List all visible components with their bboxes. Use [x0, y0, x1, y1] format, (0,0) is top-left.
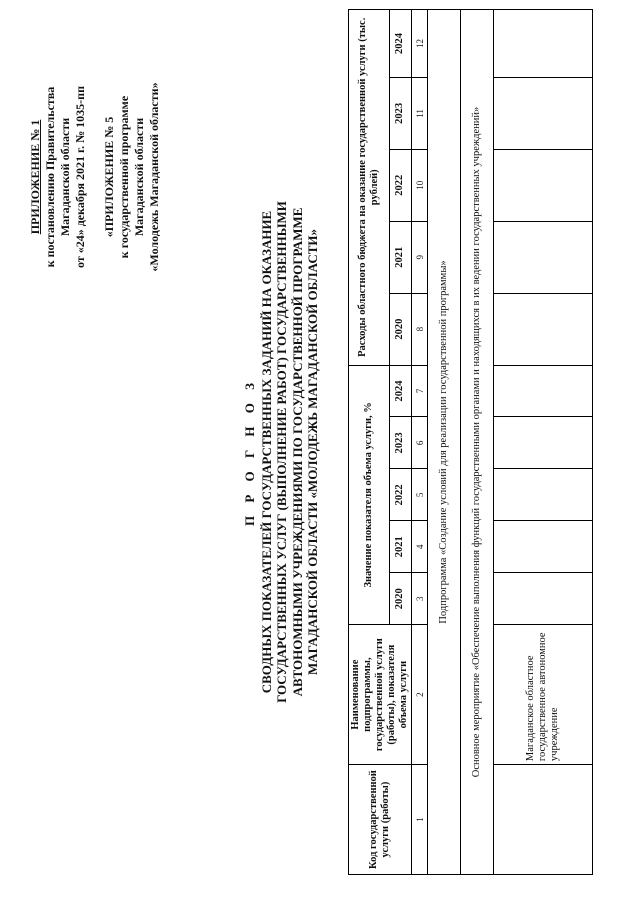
column-number: 3 [412, 573, 428, 625]
year-cell: 2024 [389, 10, 412, 78]
subprogram-cell: Подпрограмма «Создание условий для реализации государственной программы» [428, 10, 461, 875]
expense-cell [494, 293, 593, 365]
appendix-1-block [28, 7, 88, 347]
year-cell: 2021 [389, 221, 412, 293]
year-cell: 2023 [389, 417, 412, 469]
appendix-5-title: «ПРИЛОЖЕНИЕ № 5 [102, 116, 116, 238]
appendix-5-block [102, 7, 162, 347]
column-number: 8 [412, 293, 428, 365]
year-cell: 2024 [389, 365, 412, 417]
code-cell [494, 765, 593, 875]
value-cell [494, 365, 593, 417]
year-cell: 2021 [389, 521, 412, 573]
column-number: 10 [412, 149, 428, 221]
column-number: 5 [412, 469, 428, 521]
column-number: 12 [412, 10, 428, 78]
header-expense: Расходы областного бюджета на оказание государственной услуги (тыс. рублей) [349, 10, 390, 366]
forecast-table [348, 9, 593, 875]
appendix-1-line1: к постановлению Правительства [43, 86, 57, 268]
value-cell [494, 417, 593, 469]
table-header-row [349, 10, 390, 875]
appendix-1-title: ПРИЛОЖЕНИЕ № 1 [28, 119, 42, 235]
appendix-1-line2: Магаданской области [58, 117, 72, 237]
table-number-row [412, 10, 428, 875]
column-number: 2 [412, 625, 428, 765]
title-line: ГОСУДАРСТВЕННЫХ УСЛУГ (ВЫПОЛНЕНИЕ РАБОТ) ГОСУДАРСТВЕННЫМИ [274, 201, 289, 703]
title-line: АВТОНОМНЫМИ УЧРЕЖДЕНИЯМИ ПО ГОСУДАРСТВЕННОЙ ПРОГРАММЕ [289, 207, 305, 697]
header-name: Наименование подпрограммы, государственной услуги (работы), показателя объема услуги [349, 625, 412, 765]
expense-cell [494, 149, 593, 221]
header-value: Значение показателя объема услуги, % [349, 365, 390, 625]
column-number: 7 [412, 365, 428, 417]
year-cell: 2022 [389, 469, 412, 521]
year-cell: 2020 [389, 573, 412, 625]
rotated-page [10, 7, 630, 897]
year-cell: 2022 [389, 149, 412, 221]
document-heading: П Р О Г Н О З [242, 377, 257, 527]
column-number: 11 [412, 77, 428, 149]
appendix-1-line3: от «24» декабря 2021 г. № 1035-пп [73, 86, 87, 269]
year-cell: 2023 [389, 77, 412, 149]
expense-cell [494, 221, 593, 293]
value-cell [494, 521, 593, 573]
column-number: 6 [412, 417, 428, 469]
title-line: СВОДНЫХ ПОКАЗАТЕЛЕЙ ГОСУДАРСТВЕННЫХ ЗАДАНИЙ НА ОКАЗАНИЕ [258, 210, 274, 694]
value-cell [494, 469, 593, 521]
appendix-5-line1: к государственной программе [117, 95, 131, 259]
subprogram-row [428, 10, 461, 875]
value-cell [494, 573, 593, 625]
column-number: 4 [412, 521, 428, 573]
expense-cell [494, 77, 593, 149]
appendix-5-line3: «Молодежь Магаданской области» [147, 82, 161, 272]
table-row [494, 10, 593, 875]
main-activity-cell: Основное мероприятие «Обеспечение выполнения функций государственными органами и находящихся в их ведении государственных учреждений» [461, 10, 494, 875]
main-activity-row [461, 10, 494, 875]
expense-cell [494, 10, 593, 78]
year-cell: 2020 [389, 293, 412, 365]
title-line: МАГАДАНСКОЙ ОБЛАСТИ «МОЛОДЕЖЬ МАГАДАНСКОЙ ОБЛАСТИ» [305, 228, 320, 676]
document-title [242, 7, 321, 897]
column-number: 1 [412, 765, 428, 875]
header-code: Код государственной услуги (работы) [349, 765, 412, 875]
appendix-5-line2: Магаданской области [132, 117, 146, 237]
column-number: 9 [412, 221, 428, 293]
org-name-cell: Магаданское областное государственное автономное учреждение [494, 625, 593, 765]
